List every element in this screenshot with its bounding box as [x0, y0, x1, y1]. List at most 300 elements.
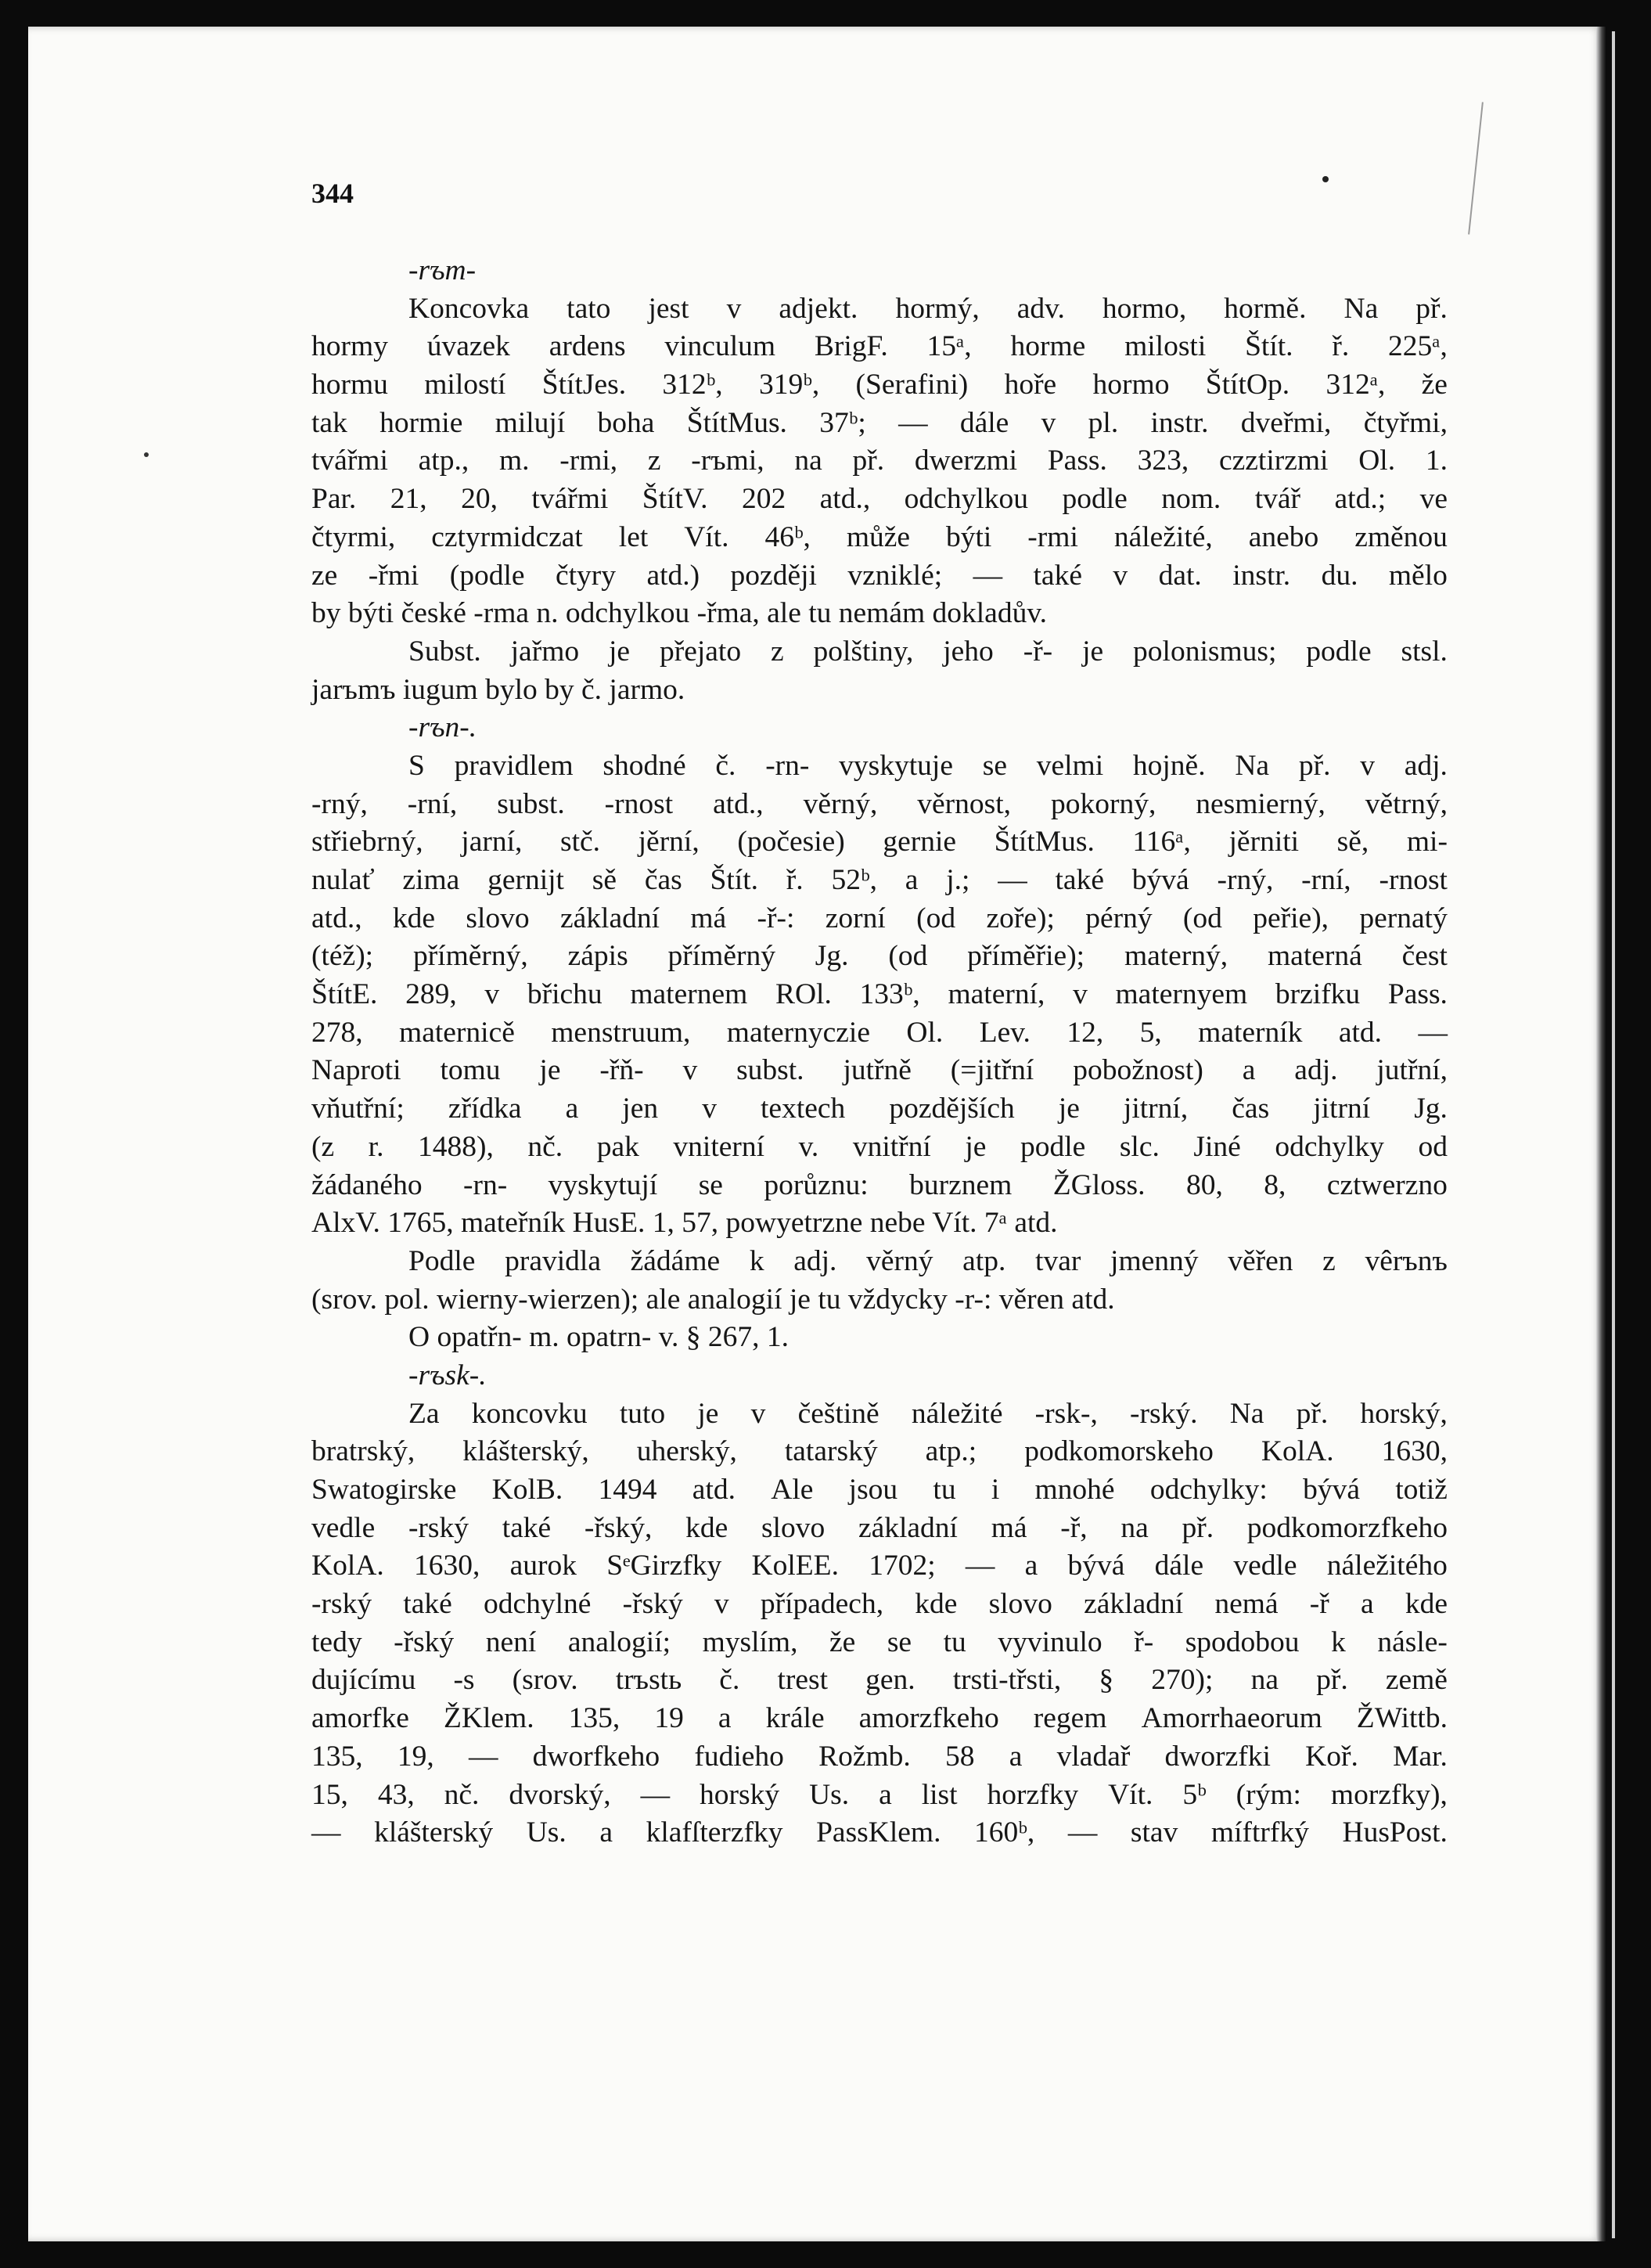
text-line [311, 442, 1448, 481]
word: 225ᵃ, [1388, 330, 1448, 363]
word: -ř-: [757, 902, 795, 934]
word: ŠtítV. [642, 483, 708, 516]
word: atp. [962, 1244, 1006, 1277]
word: podkomorskeho [1024, 1435, 1214, 1468]
word: klášterský [374, 1816, 494, 1849]
word: dveřmi, [1240, 406, 1332, 439]
word: subst. [736, 1054, 804, 1087]
word: materník [1198, 1016, 1303, 1049]
word: krále [765, 1702, 825, 1735]
word: -řský [622, 1588, 683, 1621]
word: tato [567, 292, 611, 325]
word: a [718, 1702, 732, 1735]
word: je [965, 1130, 987, 1163]
word: tvář [1254, 483, 1301, 516]
word: cztyrmidczat [431, 520, 583, 553]
word: Jg. [815, 940, 849, 973]
word: -rský [311, 1588, 372, 1621]
word: také [1055, 864, 1104, 896]
word: pravidlem [454, 749, 574, 782]
word: př. [1182, 1511, 1214, 1544]
word: hormo [1092, 369, 1170, 401]
word: porůznu: [764, 1168, 869, 1201]
word: 135, [311, 1740, 363, 1773]
text-line [311, 823, 1448, 862]
word: jen [622, 1093, 659, 1125]
word: -rsk-, [1034, 1397, 1098, 1430]
word: ŠtítE. [311, 978, 378, 1011]
text-line [311, 1433, 1448, 1471]
word: Na [1229, 1397, 1264, 1430]
word: změnou [1354, 520, 1448, 553]
word: větrný, [1365, 787, 1448, 820]
word: KolA. [311, 1550, 384, 1582]
word: 80, [1185, 1168, 1223, 1201]
word: -rský [408, 1511, 469, 1544]
word: -rъmi, [691, 445, 764, 477]
word: amorzfkeho [858, 1702, 999, 1735]
word: (rým: [1236, 1778, 1301, 1811]
text-line [311, 1052, 1448, 1090]
word: ŽWittb. [1356, 1702, 1448, 1735]
word: PassKlem. [816, 1816, 941, 1849]
word: nemá [1214, 1588, 1279, 1621]
word: — [1418, 1016, 1448, 1049]
text-line [311, 1700, 1448, 1738]
word: maternyczie [726, 1016, 870, 1049]
word: 12, [1066, 1016, 1104, 1049]
word: ŠtítJes. [541, 369, 627, 401]
word: regem [1033, 1702, 1107, 1735]
word: instr. [1150, 406, 1209, 439]
word: 278, [311, 1016, 363, 1049]
word: — [468, 1740, 498, 1773]
word: (od [1182, 902, 1222, 934]
word: Us. [809, 1778, 850, 1811]
word: — [965, 1550, 995, 1582]
word: 1494 [598, 1474, 657, 1506]
word: — [998, 864, 1027, 896]
text-line [311, 557, 1448, 596]
word: základní [858, 1511, 958, 1544]
word: k [749, 1244, 764, 1277]
word: čtyřmi, [1363, 406, 1448, 439]
word: pl. [1088, 406, 1119, 439]
word: adjekt. [779, 292, 858, 325]
word: 8, [1264, 1168, 1286, 1201]
word: gernie [883, 826, 957, 859]
word: 58 [945, 1740, 975, 1773]
word: hormu [311, 369, 388, 401]
text-line [311, 519, 1448, 557]
word: klafſterzfky [646, 1816, 783, 1849]
word: (též); [311, 940, 374, 973]
word: zoře); [986, 902, 1055, 934]
word: -ř [1309, 1588, 1329, 1621]
word: atd. [692, 1474, 736, 1506]
word: — [898, 406, 928, 439]
word: Štít. [710, 864, 758, 896]
word: násle- [1377, 1625, 1448, 1658]
word: podle [1306, 635, 1372, 668]
word: — [311, 1816, 341, 1849]
word: 20, [461, 483, 498, 516]
word: atd., [713, 787, 764, 820]
word: tedy [311, 1625, 362, 1658]
word: pérný [1085, 902, 1153, 934]
text-line [311, 1547, 1448, 1586]
text-line [311, 1586, 1448, 1624]
word: — [973, 559, 1003, 592]
word: tvar [1035, 1244, 1081, 1277]
word: Pass. [1047, 445, 1107, 477]
page-number: 344 [311, 178, 354, 209]
word: koncovku [471, 1397, 588, 1430]
word: základní [1084, 1588, 1184, 1621]
word: -rský. [1130, 1397, 1198, 1430]
word: věrný, [803, 787, 878, 820]
word: atd., [311, 902, 362, 934]
text-line [311, 862, 1448, 900]
word: (počesie) [737, 826, 845, 859]
word: atp., [418, 445, 469, 477]
word: Na [1343, 292, 1379, 325]
word: dvorský, [509, 1778, 611, 1811]
word: uherský, [636, 1435, 737, 1468]
word: jutřně [843, 1054, 912, 1087]
word: bývá [1303, 1474, 1360, 1506]
word: tu [943, 1625, 966, 1658]
word: ŠtítMus. [686, 406, 787, 439]
word: stč. [559, 826, 601, 859]
word: -řský, [584, 1511, 653, 1544]
word: -rnost [604, 787, 674, 820]
word: dujícímu [311, 1664, 416, 1697]
word: ŽKlem. [444, 1702, 534, 1735]
word: menstruum, [551, 1016, 691, 1049]
word: Lev. [979, 1016, 1031, 1049]
word: 21, [390, 483, 427, 516]
word: na [794, 445, 822, 477]
word: Vít. [1108, 1778, 1153, 1811]
text-line [311, 481, 1448, 519]
word: případech, [760, 1588, 884, 1621]
word: shodné [602, 749, 686, 782]
text-line [311, 328, 1448, 366]
word: přejato [659, 635, 742, 668]
text-line [311, 1167, 1448, 1205]
word: v [1041, 406, 1056, 439]
word: jařmo [510, 635, 580, 668]
word: nč. [444, 1778, 480, 1811]
word: žádaného [311, 1168, 423, 1201]
word: -rní, [407, 787, 458, 820]
word: v [726, 292, 742, 325]
text-line [311, 1471, 1448, 1510]
word: střiebrný, [311, 826, 423, 859]
word: slovo [466, 902, 530, 934]
word: žádáme [630, 1244, 721, 1277]
word: polštiny, [813, 635, 914, 668]
word: analogií; [567, 1625, 671, 1658]
word: dále [1154, 1550, 1204, 1582]
word: 1630, [1381, 1435, 1448, 1468]
word: vladař [1056, 1740, 1131, 1773]
scan-artifact-dot [144, 452, 149, 457]
word: tatarský [784, 1435, 878, 1468]
word: hoře [1004, 369, 1057, 401]
word: Koř. [1305, 1740, 1358, 1773]
word: v [702, 1093, 717, 1125]
word: jsou [848, 1474, 898, 1506]
word: sě, [1336, 826, 1369, 859]
word: myslím, [702, 1625, 798, 1658]
word: gernijt [487, 864, 564, 896]
word: pozdějších [889, 1093, 1015, 1125]
word: dále [959, 406, 1009, 439]
word: vzniklé; [847, 559, 943, 592]
word: trъstь [615, 1664, 682, 1697]
word: 5, [1139, 1016, 1162, 1049]
section-heading: -rъn-. [408, 711, 477, 744]
word: vyskytují [548, 1168, 658, 1201]
word: jěrní, [638, 826, 700, 859]
word: -rmi [1027, 520, 1078, 553]
word: adv. [1016, 292, 1065, 325]
word: tu [933, 1474, 956, 1506]
word: Jiné [1193, 1130, 1241, 1163]
word: bratrský, [311, 1435, 415, 1468]
word: Subst. [408, 635, 481, 668]
word: v [484, 978, 500, 1011]
word: i [991, 1474, 1000, 1506]
word: — [1067, 1816, 1098, 1849]
word: horzfky [987, 1778, 1079, 1811]
word: úvazek [426, 330, 510, 363]
word: 52ᵇ, [831, 864, 877, 896]
word: materní, [948, 978, 1045, 1011]
word: SᵉGirzfky [606, 1550, 722, 1582]
word: od [1418, 1130, 1448, 1163]
word: jmenný [1110, 1244, 1199, 1277]
word: materný, [1124, 940, 1228, 973]
word: dwerzmi [914, 445, 1018, 477]
word: HusPost. [1342, 1816, 1448, 1849]
word: velmi [1036, 749, 1104, 782]
word: je [609, 635, 631, 668]
word: země [1385, 1664, 1448, 1697]
word: Ol. [1358, 445, 1396, 477]
word: míftrfký [1210, 1816, 1309, 1849]
word: (z [311, 1130, 335, 1163]
text-line [311, 1395, 1448, 1434]
word: mi- [1406, 826, 1448, 859]
word: vêrъnъ [1365, 1244, 1448, 1277]
word: odchylky: [1149, 1474, 1268, 1506]
word: může [846, 520, 911, 553]
word: KolB. [491, 1474, 563, 1506]
word: (Serafini) [855, 369, 969, 401]
word: náležitého [1326, 1550, 1448, 1582]
word: 202 [741, 483, 786, 516]
word: č. [715, 749, 736, 782]
word: Štít. [1245, 330, 1293, 363]
word: czztirzmi [1218, 445, 1329, 477]
word: 19, [397, 1740, 434, 1773]
word: tvářmi [311, 445, 388, 477]
word: 37ᵇ; [819, 406, 866, 439]
word: Ale [771, 1474, 814, 1506]
word: nulať [311, 864, 375, 896]
word: zima [402, 864, 460, 896]
word: maternicě [399, 1016, 515, 1049]
word: fudieho [694, 1740, 784, 1773]
word: slc. [1119, 1130, 1160, 1163]
word: (srov. [512, 1664, 578, 1697]
word: horský [700, 1778, 780, 1811]
word: aurok [509, 1550, 577, 1582]
word: atd. [1338, 1016, 1383, 1049]
word: z [1322, 1244, 1336, 1277]
word: z [771, 635, 784, 668]
word: atp.; [925, 1435, 977, 1468]
word: vedle [1233, 1550, 1297, 1582]
word: příměřie); [967, 940, 1085, 973]
word: peřie), [1253, 902, 1329, 934]
word: češtině [797, 1397, 879, 1430]
text-line [311, 1661, 1448, 1700]
word: tvářmi [531, 483, 609, 516]
word: podle [1020, 1130, 1086, 1163]
word: (od [888, 940, 928, 973]
text-line [311, 1243, 1448, 1281]
word: vňutřní; [311, 1093, 405, 1125]
text-line: (srov. pol. wierny-wierzen); ale analogií je tu vždycky -r-: věren atd. [311, 1283, 1115, 1316]
text-line [311, 290, 1448, 329]
word: př. [852, 445, 885, 477]
word: 5ᵇ [1182, 1778, 1207, 1811]
word: 319ᵇ, [758, 369, 820, 401]
word: KolA. [1261, 1435, 1334, 1468]
word: list [921, 1778, 958, 1811]
word: horský, [1360, 1397, 1448, 1430]
word: subst. [497, 787, 565, 820]
word: 1488), [418, 1130, 494, 1163]
word: náležité [911, 1397, 1003, 1430]
word: maternyem [1115, 978, 1248, 1011]
word: cztwerzno [1326, 1168, 1448, 1201]
text-line [311, 366, 1448, 405]
word: také [403, 1588, 452, 1621]
word: -ř, [1060, 1511, 1088, 1544]
word: -rmi, [559, 445, 618, 477]
text-line [311, 747, 1448, 786]
word: ŽGloss. [1052, 1168, 1146, 1201]
word: v [750, 1397, 766, 1430]
word: materná [1268, 940, 1362, 973]
word: brzifku [1275, 978, 1361, 1011]
text-line [311, 405, 1448, 443]
word: a [1024, 1550, 1038, 1582]
word: Us. [526, 1816, 567, 1849]
word: Swatogirske [311, 1474, 457, 1506]
word: na [1250, 1664, 1279, 1697]
word: pobožnost) [1073, 1054, 1203, 1087]
text-line [311, 1510, 1448, 1548]
word: Mar. [1393, 1740, 1448, 1773]
word: v [1360, 749, 1375, 782]
word: hormo, [1102, 292, 1187, 325]
word: 312ᵃ, [1325, 369, 1386, 401]
word: 160ᵇ, [974, 1816, 1035, 1849]
word: vedle [311, 1511, 376, 1544]
word: vnitřní [852, 1130, 931, 1163]
word: čas [1232, 1093, 1270, 1125]
word: anebo [1248, 520, 1319, 553]
word: -rn- [463, 1168, 508, 1201]
word: 1. [1425, 445, 1448, 477]
word: trest [777, 1664, 829, 1697]
word: jěrniti [1228, 826, 1300, 859]
word: př. [1415, 292, 1448, 325]
word: 323, [1137, 445, 1189, 477]
section-heading: -rъsk-. [408, 1359, 487, 1391]
word: burznem [909, 1168, 1013, 1201]
word: pernatý [1359, 902, 1448, 934]
word: amorfke [311, 1702, 409, 1735]
word: jitrní [1313, 1093, 1371, 1125]
word: stav [1130, 1816, 1178, 1849]
word: milostí [424, 369, 506, 401]
word: 289, [405, 978, 457, 1011]
word: mělo [1388, 559, 1448, 592]
word: v [1073, 978, 1088, 1011]
word: -rný, [1217, 864, 1274, 896]
word: hormě. [1224, 292, 1307, 325]
body-text [311, 252, 1448, 1852]
word: Jg. [1414, 1093, 1448, 1125]
word: je [1082, 635, 1104, 668]
word: klášterský, [462, 1435, 589, 1468]
word: maternem [630, 978, 748, 1011]
word: r. [368, 1130, 384, 1163]
text-line [311, 1624, 1448, 1662]
word: 15, [311, 1778, 348, 1811]
word: atd.) [646, 559, 700, 592]
word: milosti [1124, 330, 1207, 363]
word: jutřní, [1376, 1054, 1448, 1087]
word: tuto [619, 1397, 666, 1430]
word: není [485, 1625, 537, 1658]
word: a [599, 1816, 613, 1849]
word: jeho [943, 635, 994, 668]
word: se [887, 1625, 912, 1658]
word: morzfky), [1330, 1778, 1448, 1811]
word: kde [685, 1511, 728, 1544]
word: dworzfki [1164, 1740, 1271, 1773]
word: zorní [825, 902, 886, 934]
word: odchylkou [904, 483, 1028, 516]
word: ř. [1332, 330, 1350, 363]
word: instr. [1232, 559, 1291, 592]
word: -rn- [765, 749, 810, 782]
word: hormý, [895, 292, 980, 325]
word: 1702; [869, 1550, 936, 1582]
word: věrnost, [917, 787, 1012, 820]
word: Par. [311, 483, 357, 516]
word: milují [495, 406, 566, 439]
word: -řň- [599, 1054, 644, 1087]
